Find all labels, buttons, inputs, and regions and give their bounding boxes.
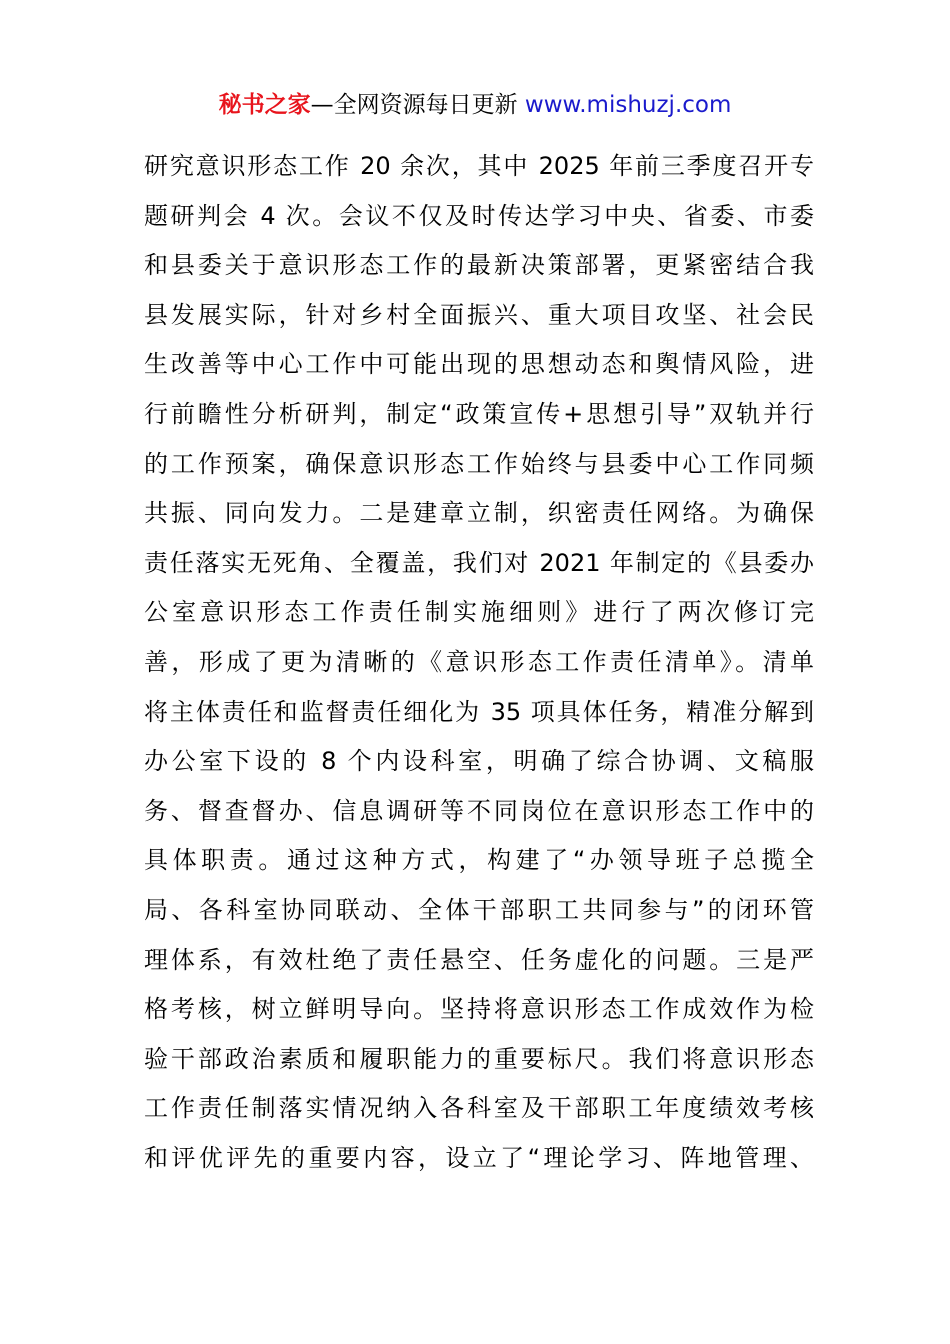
text-line: 理体系，有效杜绝了责任悬空、任务虚化的问题。三是严 <box>144 945 814 974</box>
text-line: 善，形成了更为清晰的《意识形态工作责任清单》。清单 <box>144 647 814 676</box>
text-line: 务、督查督办、信息调研等不同岗位在意识形态工作中的 <box>144 796 814 825</box>
text-line: 县发展实际，针对乡村全面振兴、重大项目攻坚、社会民 <box>144 300 814 329</box>
brand-name: 秘书之家 <box>218 92 311 118</box>
text-line: 和评优评先的重要内容，设立了“理论学习、阵地管理、 <box>144 1143 814 1172</box>
text-line: 研究意识形态工作 20 余次，其中 2025 年前三季度召开专 <box>144 152 814 180</box>
text-line: 格考核，树立鲜明导向。坚持将意识形态工作成效作为检 <box>144 995 814 1024</box>
text-line: 公室意识形态工作责任制实施细则》进行了两次修订完 <box>144 598 814 627</box>
site-url-link[interactable]: www.mishuzj.com <box>524 92 732 118</box>
text-line: 局、各科室协同联动、全体干部职工共同参与”的闭环管 <box>144 895 814 924</box>
text-line: 和县委关于意识形态工作的最新决策部署，更紧密结合我 <box>144 251 814 280</box>
header-tagline: —全网资源每日更新 <box>310 92 525 118</box>
text-line: 具体职责。通过这种方式，构建了“办领导班子总揽全 <box>144 846 814 875</box>
page-header <box>0 88 950 122</box>
text-line: 工作责任制落实情况纳入各科室及干部职工年度绩效考核 <box>144 1094 814 1123</box>
text-line: 责任落实无死角、全覆盖，我们对 2021 年制定的《县委办 <box>144 548 814 577</box>
text-line: 题研判会 4 次。会议不仅及时传达学习中央、省委、市委 <box>144 201 814 230</box>
body-text <box>144 142 814 1183</box>
text-line: 的工作预案，确保意识形态工作始终与县委中心工作同频 <box>144 449 814 478</box>
text-line: 行前瞻性分析研判，制定“政策宣传+思想引导”双轨并行 <box>144 399 814 428</box>
text-line: 验干部政治素质和履职能力的重要标尺。我们将意识形态 <box>144 1044 814 1073</box>
text-line: 将主体责任和监督责任细化为 35 项具体任务，精准分解到 <box>144 697 814 726</box>
text-line: 共振、同向发力。二是建章立制，织密责任网络。为确保 <box>144 499 814 528</box>
text-line: 生改善等中心工作中可能出现的思想动态和舆情风险，进 <box>144 350 814 379</box>
text-line: 办公室下设的 8 个内设科室，明确了综合协调、文稿服 <box>144 747 814 776</box>
